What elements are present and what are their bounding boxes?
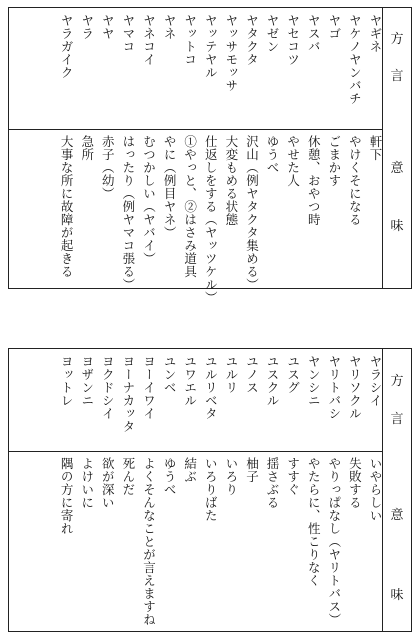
header-imi-char-1: 意 (390, 161, 404, 176)
meaning-text: いろりばた (203, 457, 219, 522)
meaning-text: 失敗する (347, 457, 363, 509)
meaning-text: よくそんなことが言えますね (141, 457, 157, 626)
header-hogen-char-2: 言 (390, 412, 404, 427)
meaning-text: 沢山（例ヤタクタ集める） (244, 135, 260, 291)
dialect-word: ヤラシイ (368, 355, 383, 407)
meaning-text: やたらに、性こりなく (306, 457, 322, 587)
dialect-word: ヨクドシイ (100, 355, 116, 420)
dialect-word: ヨットレ (59, 355, 75, 407)
header-imi-char-1: 意 (390, 508, 404, 523)
dialect-word: ヨザンニ (79, 355, 95, 407)
meaning-text: やに（例目ヤネ） (162, 135, 178, 239)
meaning-text: いやらしい (368, 457, 383, 522)
dialect-word: ヤヤ (100, 14, 116, 40)
dialect-table-2 (8, 348, 412, 632)
header-column (382, 349, 411, 631)
meaning-text: 急所 (79, 135, 95, 161)
dialect-word: ヤラ (79, 14, 95, 40)
dialect-word: ヤゴ (326, 14, 342, 40)
meaning-text: 欲が深い (100, 457, 116, 509)
dialect-word: ヤリソクル (347, 355, 363, 420)
dialect-word: ユルリベタ (203, 355, 219, 420)
meaning-text: すすぐ (285, 457, 301, 496)
dialect-word: ヤギネ (368, 14, 383, 53)
section-divider (9, 129, 383, 130)
imi-column-group (9, 135, 381, 304)
header-hogen-char-1: 方 (390, 374, 404, 389)
dialect-table-1 (8, 7, 412, 304)
dialect-word: ユワエル (182, 355, 198, 407)
meaning-text: 結ぶ (182, 457, 198, 483)
meaning-text: やけくそになる (347, 135, 363, 226)
meaning-text: やせた人 (285, 135, 301, 187)
header-imi-char-2: 味 (390, 588, 404, 603)
meaning-text: 死んだ (120, 457, 136, 496)
meaning-text: はったり（例ヤマコ張る） (120, 135, 136, 291)
meaning-text: いろり (223, 457, 239, 496)
imi-column-group (9, 457, 381, 626)
dialect-word: ユスグ (285, 355, 301, 394)
meaning-text: 大変もめる状態 (223, 135, 239, 226)
dialect-word: ヤネ (162, 14, 178, 40)
meaning-text: 赤子（幼） (100, 135, 116, 200)
dialect-word: ユスクル (265, 355, 281, 407)
meaning-text: 休憩、おやつ時 (306, 135, 322, 226)
header-hogen-char-1: 方 (390, 32, 404, 47)
hogen-column-group (9, 355, 381, 433)
meaning-text: 軒下 (368, 135, 383, 161)
header-column (382, 8, 411, 288)
dialect-word: ヨーナカッタ (120, 355, 136, 433)
dialect-word: ヤタクタ (244, 14, 260, 66)
dialect-word: ヤゼン (265, 14, 281, 53)
dialect-word: ユルリ (223, 355, 239, 394)
dialect-word: ユノス (244, 355, 260, 394)
meaning-text: ごまかす (326, 135, 342, 187)
meaning-text: 隅の方に寄れ (59, 457, 75, 535)
meaning-text: 大事な所に故障が起きる (59, 135, 75, 278)
meaning-text: 柚子 (244, 457, 260, 483)
meaning-text: よけいに (79, 457, 95, 509)
meaning-text: ①やっと、②はさみ道具 (182, 135, 198, 278)
dialect-word: ヤマコ (120, 14, 136, 53)
dialect-word: ヤケノヤンバチ (347, 14, 363, 105)
meaning-text: むつかしい（ヤバイ） (141, 135, 157, 265)
dialect-word: ヤスバ (306, 14, 322, 53)
section-divider (9, 451, 383, 452)
hogen-column-group (9, 14, 381, 105)
meaning-text: ゆうべ (265, 135, 281, 174)
dialect-word: ヤリトバシ (326, 355, 342, 420)
dialect-word: ヤセコツ (285, 14, 301, 66)
dialect-word: ヤンシニ (306, 355, 322, 407)
dialect-word: ヤネコイ (141, 14, 157, 66)
header-hogen-char-2: 言 (390, 69, 404, 84)
dialect-word: ヤッテヤル (203, 14, 219, 79)
dialect-word: ユンベ (162, 355, 178, 394)
meaning-text: やりっぱなし（ヤリトバス） (326, 457, 342, 626)
dialect-word: ヨーイワイ (141, 355, 157, 420)
dialect-word: ヤッサモッサ (223, 14, 239, 92)
meaning-text: 揺さぶる (265, 457, 281, 509)
dialect-word: ヤラガイク (59, 14, 75, 79)
meaning-text: ゆうべ (162, 457, 178, 496)
dialect-word: ヤットコ (182, 14, 198, 66)
meaning-text: 仕返しをする（ヤッツケル） (203, 135, 219, 304)
header-imi-char-2: 味 (390, 219, 404, 234)
